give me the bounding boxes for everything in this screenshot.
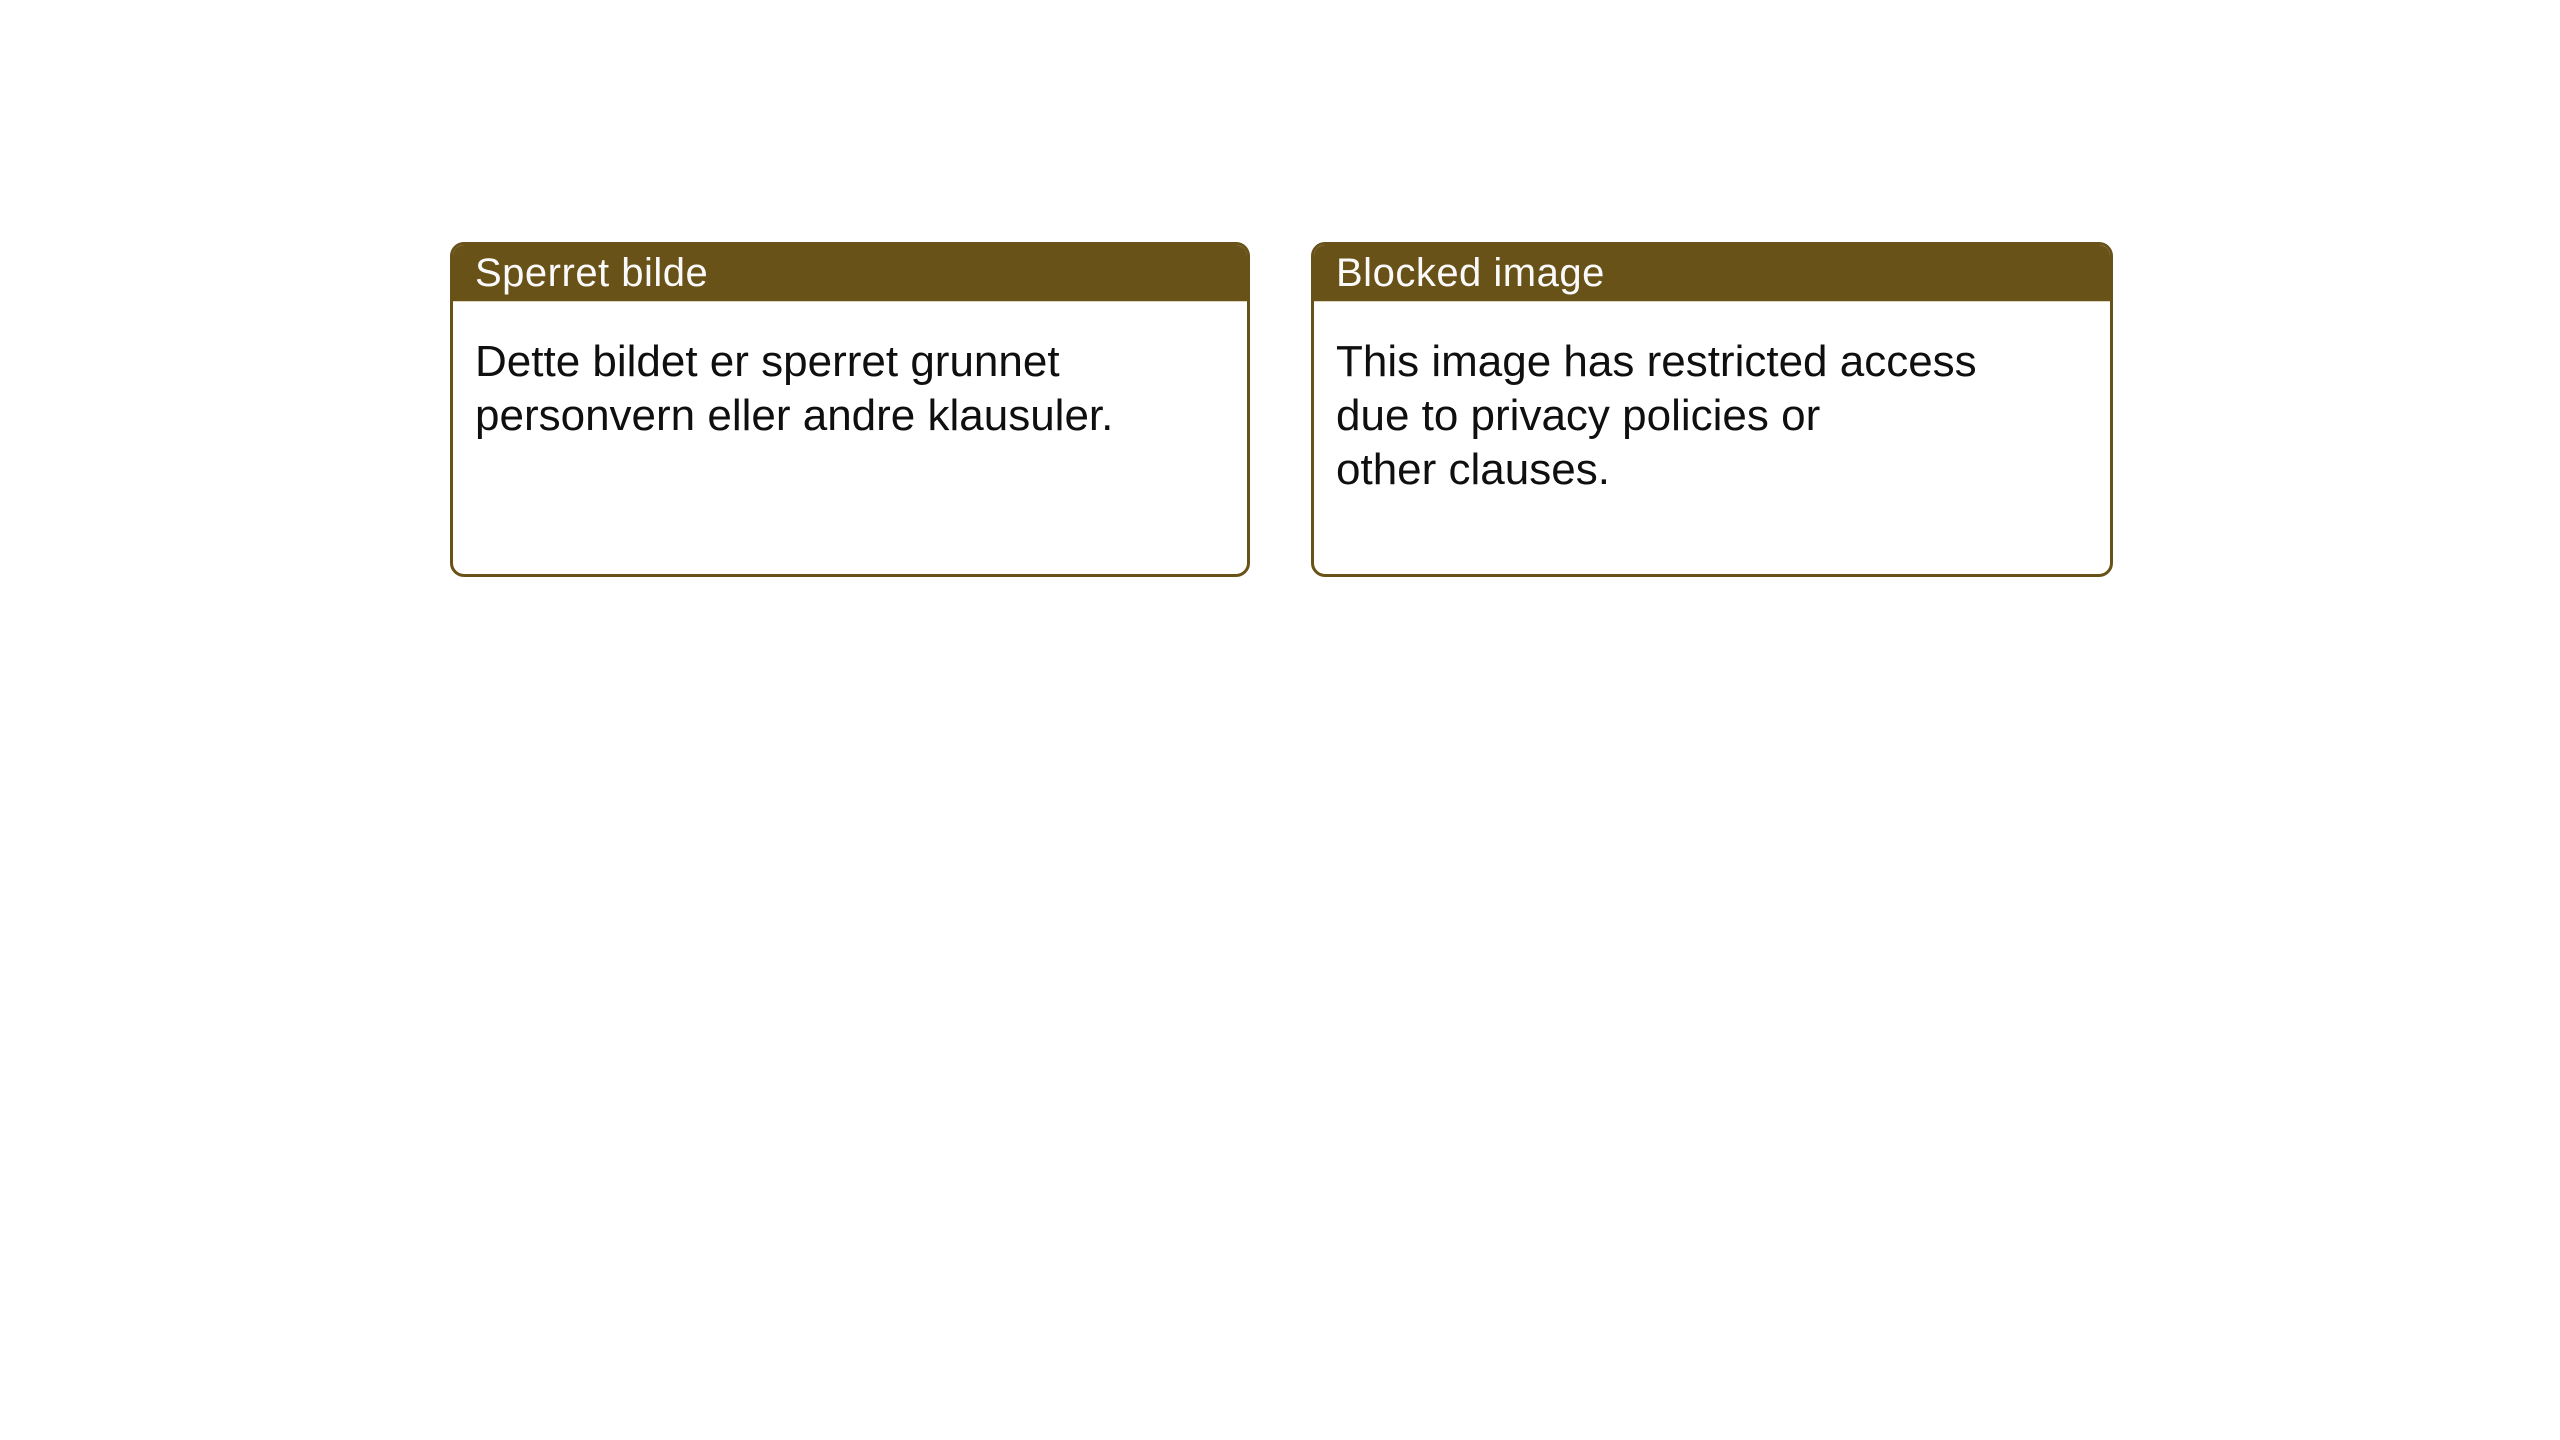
notice-body-line: Dette bildet er sperret grunnet [475,337,1060,386]
notice-header [1314,245,2110,302]
notice-body-line: due to privacy policies or [1336,391,1821,440]
blocked-image-notice-norwegian [450,242,1250,577]
notice-header [453,245,1247,302]
notice-body-line: other clauses. [1336,445,1610,494]
notice-title: Blocked image [1336,250,1605,295]
notice-body-line: This image has restricted access [1336,337,1977,386]
notice-body [453,302,1247,443]
notice-title: Sperret bilde [475,250,709,295]
blocked-image-notice-english [1311,242,2113,577]
notice-body-line: personvern eller andre klausuler. [475,391,1114,440]
notice-body [1314,302,2110,497]
